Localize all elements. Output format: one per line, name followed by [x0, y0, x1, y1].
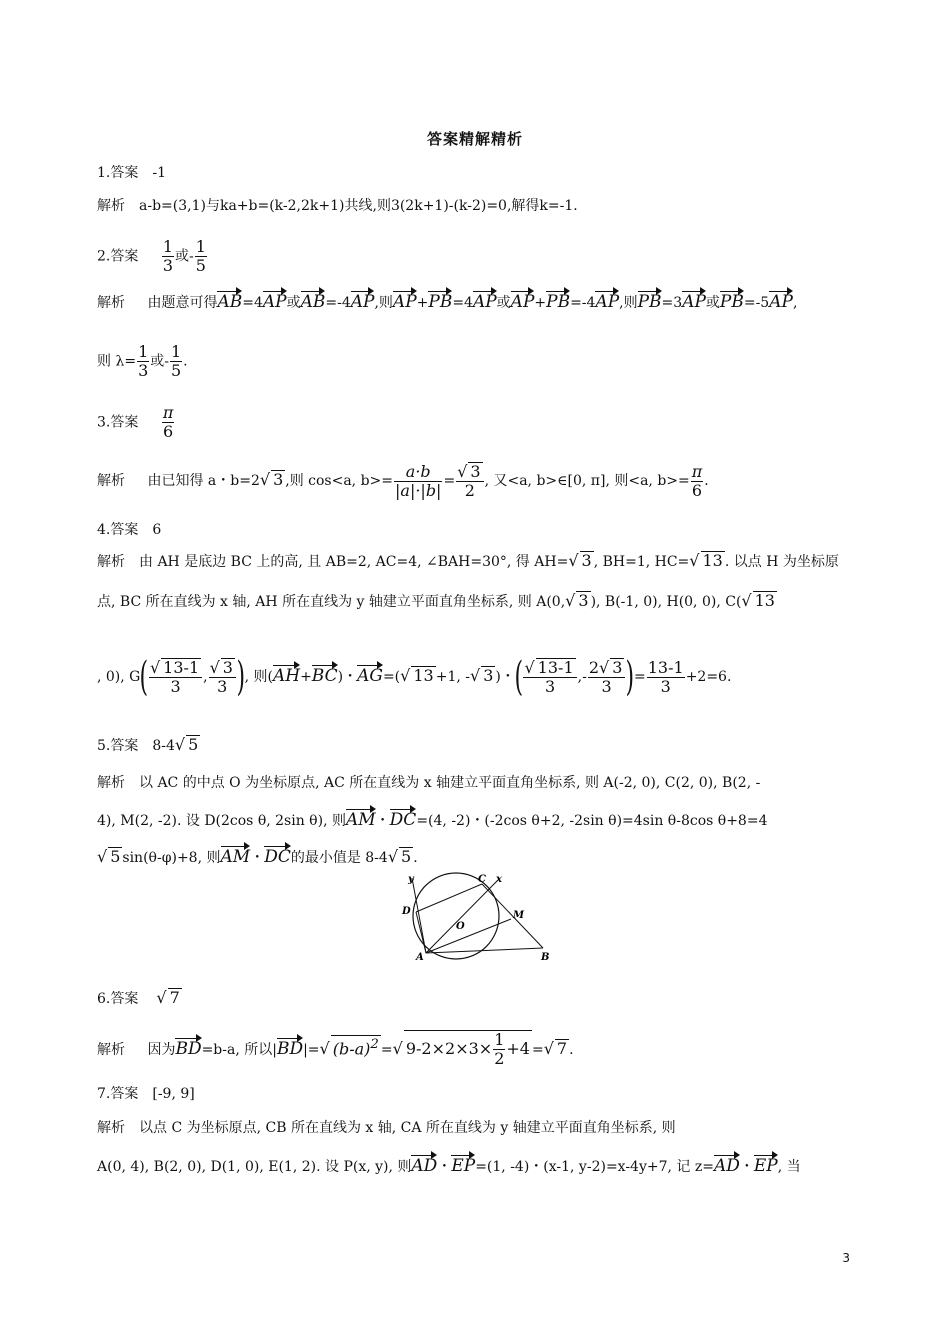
fraction	[394, 463, 442, 500]
denominator: 5	[170, 361, 182, 380]
vector-ap: AP	[682, 288, 706, 313]
radicand	[404, 1030, 532, 1068]
sqrt-sign	[156, 991, 166, 1007]
fraction	[647, 659, 685, 696]
text: .	[183, 353, 188, 370]
segment-dc	[416, 884, 482, 912]
text: 由已知得 a・b=2	[147, 473, 260, 489]
page-title: 答案精解精析	[426, 130, 523, 148]
vector-ap: AP	[473, 288, 497, 313]
fraction	[162, 238, 174, 275]
numerator	[209, 658, 236, 678]
q5-solution-line3	[97, 843, 418, 869]
vector-ep: EP	[754, 1152, 778, 1177]
vector-ah: AH	[273, 662, 300, 687]
geometry-figure	[398, 870, 558, 962]
q7-solution-line2	[97, 1152, 801, 1178]
radicand: 3	[273, 470, 284, 489]
text: , BH=1, HC=	[593, 554, 690, 570]
fraction	[162, 404, 175, 441]
text: =-4	[570, 295, 596, 311]
radicand: 13	[754, 591, 775, 610]
term: +4	[506, 1039, 530, 1058]
denominator: 3	[217, 677, 228, 696]
sqrt-sign	[97, 850, 107, 866]
y-axis	[412, 878, 426, 953]
sqrt-sign	[210, 658, 220, 677]
paren: (	[139, 654, 149, 700]
text: =-5	[743, 295, 770, 311]
text: =-4	[325, 295, 351, 311]
vector-pb: PB	[638, 288, 662, 313]
vector-ab: AB	[301, 288, 326, 313]
text: ,则 cos<a, b>=	[285, 473, 394, 489]
text: , 0), G	[97, 669, 141, 685]
radicand: 5	[188, 735, 199, 754]
denominator: 3	[162, 256, 173, 275]
vector-ap: AP	[511, 288, 535, 313]
vector-ab: AB	[217, 288, 242, 313]
text: 点, BC 所在直线为 x 轴, AH 所在直线为 y 轴建立平面直角坐标系, 则 A(0,	[97, 594, 566, 610]
q6-solution	[97, 1030, 574, 1068]
text: ,	[792, 295, 798, 311]
text: 或	[496, 295, 511, 311]
fraction	[588, 658, 626, 696]
text: =	[443, 473, 456, 489]
vector-ap: AP	[263, 288, 287, 313]
text: =4	[242, 295, 263, 311]
label-y: y	[408, 874, 414, 885]
vector-ag: AG	[357, 662, 383, 687]
q4-solution-line1	[97, 550, 839, 573]
denominator: 3	[170, 677, 181, 696]
page-number: 3	[842, 1251, 850, 1265]
q2-solution-line2	[97, 343, 188, 380]
text: =	[380, 1042, 393, 1058]
label-d: D	[402, 906, 411, 917]
radicand: 3	[483, 666, 494, 685]
text: =(1, -4)・(x-1, y-2)=x-4y+7, 记 z=	[475, 1159, 714, 1175]
vector-ad: AD	[714, 1152, 740, 1177]
fraction	[691, 463, 704, 500]
q4-answer: 4.答案 6	[97, 522, 162, 538]
sqrt-sign	[400, 669, 410, 685]
denominator: 3	[138, 361, 149, 380]
text: , 则(	[244, 669, 273, 685]
vector-dc: DC	[264, 843, 291, 868]
denominator: 3	[601, 677, 612, 696]
label: 解析	[97, 473, 125, 489]
radicand: 7	[169, 988, 180, 1007]
text: ), B(-1, 0), H(0, 0), C(	[590, 594, 742, 610]
numerator: a·b	[394, 463, 442, 482]
text: )・	[337, 669, 358, 685]
paren: (	[514, 654, 523, 700]
radicand: 3	[470, 462, 481, 481]
text: 解析 由 AH 是底边 BC 上的高, 且 AB=2, AC=4, ∠BAH=30°, 得 AH=	[97, 554, 569, 570]
sqrt-sign	[470, 669, 480, 685]
fraction	[170, 343, 182, 380]
sqrt-sign	[320, 1042, 330, 1058]
q3-answer	[97, 404, 175, 441]
coefficient: 2	[588, 658, 599, 677]
sqrt-sign	[150, 658, 160, 677]
q7-answer: 7.答案 [-9, 9]	[97, 1086, 195, 1102]
text: ・	[375, 813, 390, 829]
radicand: 3	[612, 658, 623, 677]
fraction	[137, 343, 149, 380]
text: ・	[739, 1159, 754, 1175]
text: =(4, -2)・(-2cos θ+2, -2sin θ)=4sin θ-8cos θ+8=4	[416, 813, 768, 829]
numerator	[149, 658, 202, 678]
circle	[413, 873, 499, 959]
numerator: 13-1	[647, 657, 684, 677]
fraction	[456, 462, 483, 500]
sqrt-sign	[393, 1042, 403, 1058]
vector-ad: AD	[411, 1152, 437, 1177]
text: =4	[452, 295, 473, 311]
text: sin(θ-φ)+8, 则	[122, 850, 221, 866]
label: 解析	[97, 1042, 125, 1058]
vector-bc: BC	[312, 662, 338, 687]
label-a: A	[416, 952, 424, 962]
segment-am	[426, 919, 511, 953]
text: 或-	[175, 248, 194, 265]
text: , 当	[777, 1159, 801, 1175]
vector-bd: BD	[175, 1035, 201, 1060]
denominator: 2	[494, 1049, 505, 1068]
q4-solution-line3	[97, 654, 732, 700]
text: .	[569, 1042, 574, 1058]
term: (b-a)	[332, 1039, 371, 1058]
q3-solution	[97, 462, 709, 500]
vector-ep: EP	[451, 1152, 475, 1177]
sqrt-sign	[689, 554, 699, 570]
label: 6.答案	[97, 991, 139, 1007]
text: A(0, 4), B(2, 0), D(1, 0), E(1, 2). 设 P(x, y), 则	[97, 1159, 412, 1175]
denominator: 6	[691, 480, 703, 500]
text: =3	[661, 295, 683, 311]
vector-ap: AP	[595, 288, 619, 313]
sqrt-sign	[260, 473, 270, 489]
numerator: π	[691, 461, 703, 481]
vector-dc: DC	[390, 806, 417, 831]
numerator: 1	[195, 237, 206, 256]
fraction	[493, 1031, 505, 1068]
denominator: 2	[464, 481, 475, 500]
q5-solution-line1: 解析 以 AC 的中点 O 为坐标原点, AC 所在直线为 x 轴建立平面直角坐标系, 则 A(-2, 0), C(2, 0), B(2, -	[97, 775, 761, 791]
text: .	[704, 473, 709, 489]
label: 解析	[97, 295, 125, 311]
text: 4), M(2, -2). 设 D(2cos θ, 2sin θ), 则	[97, 813, 346, 829]
radicand: 7	[556, 1039, 568, 1058]
text: 或	[286, 295, 301, 311]
vector-am: AM	[346, 806, 376, 831]
vector-ap: AP	[351, 288, 375, 313]
radicand: 13-1	[537, 658, 574, 677]
sqrt-sign	[388, 850, 398, 866]
text: +	[300, 669, 312, 685]
fraction	[195, 238, 207, 275]
vector-ap: AP	[769, 288, 793, 313]
text: , 又<a, b>∈[0, π], 则<a, b>=	[484, 473, 690, 489]
text: ・	[250, 850, 265, 866]
text: 或	[705, 295, 720, 311]
fraction	[149, 658, 202, 696]
text: 则 λ=	[97, 353, 137, 370]
denominator: 6	[162, 422, 174, 441]
paren: )	[625, 654, 635, 700]
text: =	[634, 669, 646, 685]
label-c: C	[478, 874, 486, 885]
vector-pb: PB	[428, 288, 452, 313]
text: +	[416, 295, 429, 311]
numerator	[588, 658, 626, 678]
term: 9-2×2×3×	[405, 1039, 493, 1058]
text: +1, -	[435, 669, 470, 685]
radicand: 3	[578, 591, 589, 610]
radicand: 13-1	[163, 658, 200, 677]
text: 的最小值是 8-4	[290, 850, 388, 866]
denominator: |a|·|b|	[395, 480, 442, 500]
numerator: 1	[162, 237, 173, 256]
text: 因为	[147, 1042, 176, 1058]
q1-answer: 1.答案 -1	[97, 165, 166, 181]
exponent: 2	[370, 1036, 379, 1052]
label-b: B	[541, 952, 550, 962]
label-m: M	[513, 910, 525, 921]
radicand: 13	[702, 551, 723, 570]
radicand: 5	[401, 847, 412, 866]
text: ,	[203, 669, 208, 685]
segment-da	[416, 912, 426, 953]
text: .	[413, 850, 418, 866]
x-axis	[426, 880, 498, 953]
denominator: 3	[544, 677, 556, 696]
text: ,则	[374, 295, 393, 311]
q2-answer-label: 2.答案	[97, 248, 139, 265]
q5-solution-line2	[97, 806, 767, 832]
radicand: 13	[413, 666, 434, 685]
q7-solution-line1: 解析 以点 C 为坐标原点, CB 所在直线为 x 轴, CA 所在直线为 y 轴建立平面直角坐标系, 则	[97, 1120, 676, 1136]
text: +2=6.	[685, 669, 732, 685]
vector-bd: BD	[277, 1035, 303, 1060]
numerator: π	[162, 403, 174, 422]
numerator	[523, 658, 576, 678]
q2-answer	[97, 238, 208, 275]
denominator: 3	[660, 676, 671, 696]
q1-solution: 解析 a-b=(3,1)与ka+b=(k-2,2k+1)共线,则3(2k+1)-(k-2)=0,解得k=-1.	[97, 198, 578, 214]
text: ,则	[619, 295, 638, 311]
vector-pb: PB	[720, 288, 744, 313]
vector-am: AM	[221, 843, 251, 868]
text: )・	[495, 669, 515, 685]
text: =(	[382, 669, 401, 685]
numerator: 1	[494, 1030, 505, 1049]
numerator	[456, 462, 483, 482]
sqrt-sign	[524, 658, 534, 677]
text: 或-	[150, 353, 169, 370]
vector-pb: PB	[546, 288, 570, 313]
paren: )	[236, 654, 246, 700]
sqrt-sign	[568, 554, 578, 570]
fraction	[523, 658, 576, 696]
sqrt-sign	[599, 658, 609, 677]
text: 5.答案 8-4	[97, 738, 175, 754]
q2-solution-line1	[97, 288, 797, 314]
label-x: x	[496, 874, 502, 885]
radicand: 5	[110, 847, 121, 866]
radicand: 3	[222, 658, 233, 677]
sqrt-sign	[741, 594, 751, 610]
text: . 以点 H 为坐标原	[724, 554, 839, 570]
sqrt-sign	[175, 738, 185, 754]
radicand: 3	[581, 551, 592, 570]
denominator: 5	[195, 256, 206, 275]
vector-ap: AP	[393, 288, 417, 313]
sqrt-sign	[544, 1042, 554, 1058]
fraction	[209, 658, 236, 696]
q6-answer	[97, 987, 182, 1010]
radicand	[331, 1035, 381, 1058]
text: ,-	[577, 669, 587, 685]
q5-answer	[97, 734, 200, 757]
text: |=	[303, 1042, 320, 1058]
label: 3.答案	[97, 414, 139, 431]
text: =	[531, 1042, 544, 1058]
text: =b-a, 所以|	[201, 1042, 277, 1058]
text: ・	[437, 1159, 452, 1175]
sqrt-sign	[565, 594, 575, 610]
sqrt-sign	[457, 462, 467, 481]
numerator: 1	[170, 342, 182, 361]
label-o: O	[456, 921, 465, 932]
text: +	[534, 295, 547, 311]
text: 由题意可得	[147, 295, 218, 311]
numerator: 1	[138, 342, 149, 361]
q4-solution-line2	[97, 590, 777, 613]
